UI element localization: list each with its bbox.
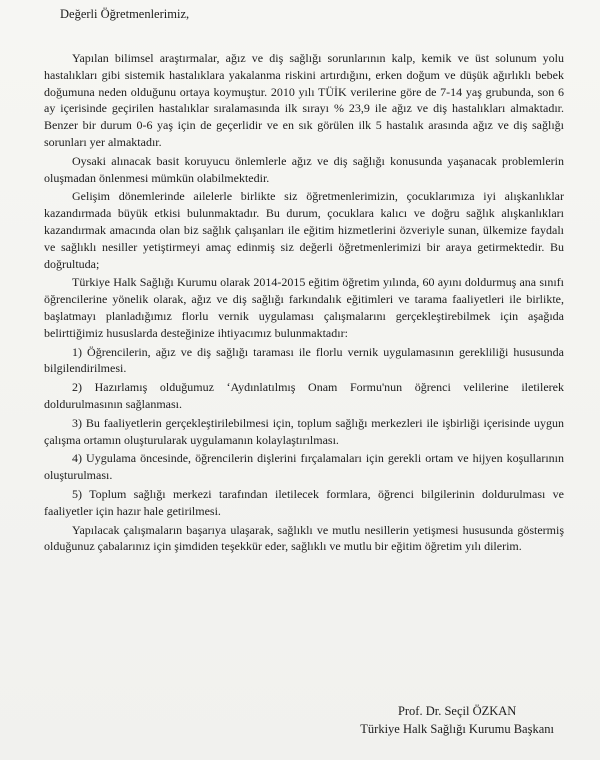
list-item-5: 5) Toplum sağlığı merkezi tarafından iletilecek formlara, öğrenci bilgilerinin doldurulması ve faaliyetler için hazır hale getirilmesi. xyxy=(44,486,564,518)
signatory-name: Prof. Dr. Seçil ÖZKAN xyxy=(397,704,517,718)
paragraph-prevention: Oysaki alınacak basit koruyucu önlemlerle ağız ve diş sağlığı konusunda yaşanacak problemlerin oluşmadan önlenmesi mümkün olabilmektedir. xyxy=(44,153,564,185)
signatory-title: Türkiye Halk Sağlığı Kurumu Başkanı xyxy=(360,722,554,736)
list-item-4: 4) Uygulama öncesinde, öğrencilerin dişlerini fırçalamaları için gerekli ortam ve hijyen koşullarının oluşturulması. xyxy=(44,451,564,483)
salutation: Değerli Öğretmenlerimiz, xyxy=(60,7,190,21)
closing-paragraph: Yapılacak çalışmaların başarıya ulaşarak, sağlıklı ve mutlu nesillerin yetişmesi hususunda göstermiş olduğunuz çabalarınız için şimdiden teşekkür eder, sağlıklı ve mutlu bir eğitim öğretim yılı dilerim. xyxy=(44,522,564,554)
list-item-2: 2) Hazırlamış olduğumuz ‘Aydınlatılmış Onam Formu'nun öğrenci velilerine iletilerek doldurulmasının sağlanması. xyxy=(44,380,564,411)
signature-block xyxy=(360,702,554,738)
paragraph-teachers-role: Gelişim dönemlerinde ailelerle birlikte siz öğretmenlerimizin, çocuklarımıza iyi alışkanlıklar kazandırmada büyük etkisi bulunmaktadır. Bu durum, çocuklara kalıcı ve doğru sağlık alışkanlıkları kazandırmak amacında olan biz sağlık çalışanları ile eğitim hizmetlerini özveriyle sunan, ülkemize faydalı ve sağlıklı nesiller yetiştirmeyi amaç edinmiş siz değerli öğretmenlerimizi bir araya getirmektedir. Bu doğrultuda; xyxy=(44,189,564,271)
list-item-1: 1) Öğrencilerin, ağız ve diş sağlığı taraması ile florlu vernik uygulamasının gerekliliği hususunda bilgilendirilmesi. xyxy=(44,344,564,376)
paragraph-institution: Türkiye Halk Sağlığı Kurumu olarak 2014-2015 eğitim öğretim yılında, 60 ayını doldurmuş ana sınıfı öğrencilerine yönelik olarak, ağız ve diş sağlığı farkındalık eğitimleri ve tarama faaliyetleri ile birlikte, başlatmayı planladığımız florlu vernik uygulaması çalışmalarını gerçekleştirebilmek için aşağıda belirttiğimiz hususlarda desteğinize ihtiyacımız bulunmaktadır: xyxy=(44,275,564,340)
list-item-3: 3) Bu faaliyetlerin gerçekleştirilebilmesi için, toplum sağlığı merkezleri ile işbirliği içerisinde uygun çalışma ortamın oluşturularak uygulamanın kolaylaştırılması. xyxy=(44,415,564,447)
paragraph-research: Yapılan bilimsel araştırmalar, ağız ve diş sağlığı sorunlarının kalp, kemik ve üst solunum yolu hastalıkları gibi sistemik hastalıklara yakalanma riskini artırdığını, erken doğum ve düşük ağırlıklı bebek doğumuna neden olduğunu ortaya koymuştur. 2010 yılı TÜİK verilerine göre de 7-14 yaş grubunda, son 6 ay içerisinde geçirilen hastalıklar sıralamasında ilk sırayı % 23,9 ile ağız ve diş hastalıkları almaktadır. Benzer bir durum 0-6 yaş için de geçerlidir ve en sık görülen ilk 5 hastalık arasında ağız ve diş sağlığı sorunları yer almaktadır. xyxy=(44,51,564,149)
